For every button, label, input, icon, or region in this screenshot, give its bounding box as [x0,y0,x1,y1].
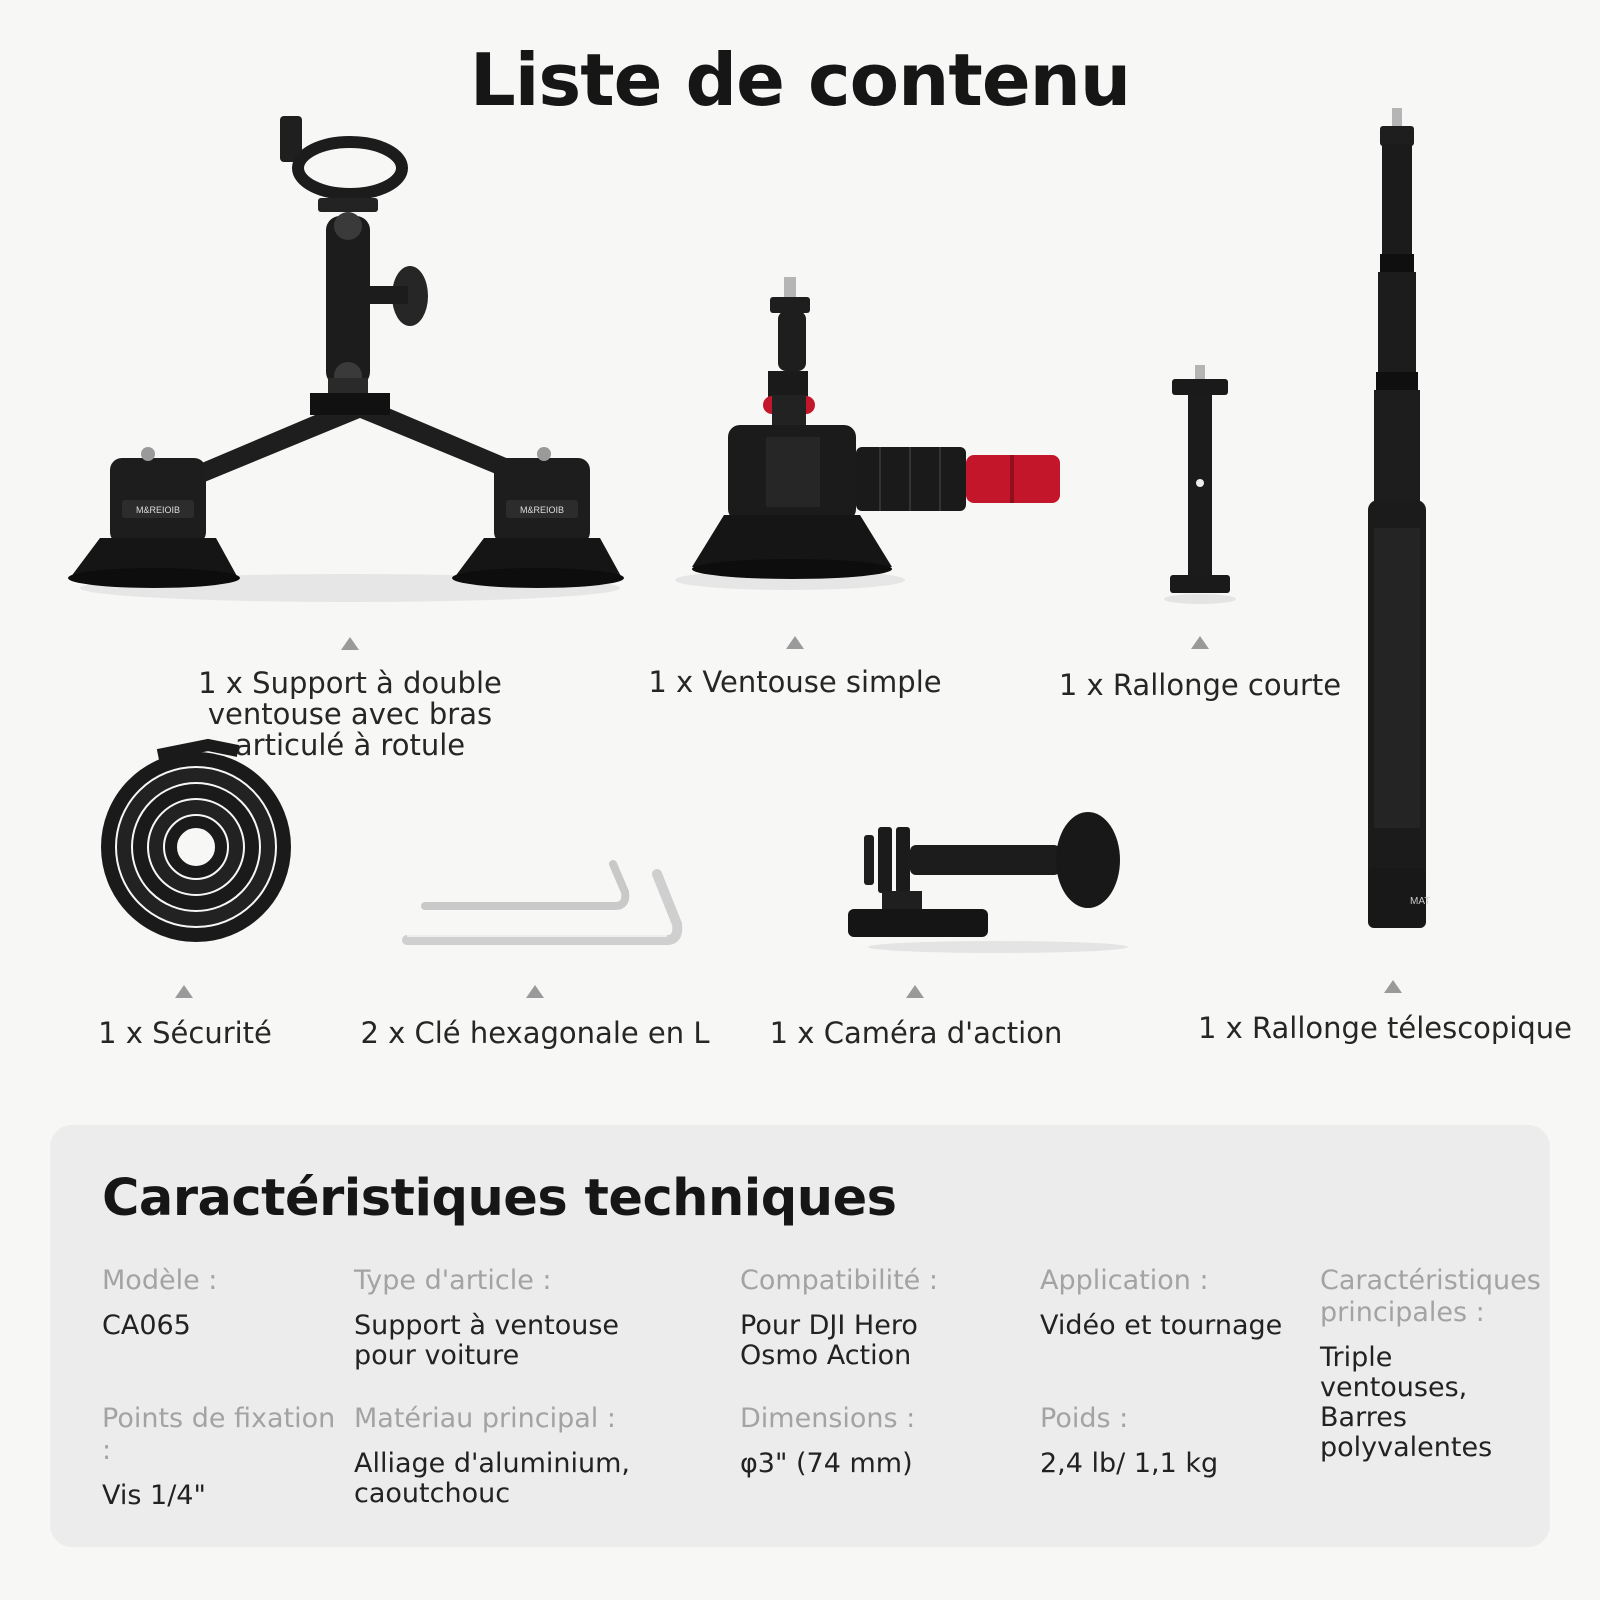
spec-value: Pour DJI Hero Osmo Action [740,1310,918,1371]
spec-label: Modèle : [102,1265,218,1296]
spec-value: Alliage d'aluminium, caoutchouc [354,1448,630,1509]
spec-label: Matériau principal : [354,1403,616,1434]
svg-text:M&REIOIB: M&REIOIB [519,505,565,515]
spec-label: Application : [1040,1265,1209,1296]
specifications-title: Caractéristiques techniques [102,1169,897,1228]
item-caption-double-mount: 1 x Support à double ventouse avec bras articulé à rotule [198,666,502,762]
spec-dimensions [740,1403,1030,1479]
caret-up-icon [341,637,359,650]
spec-item-type [354,1265,724,1371]
spec-value: Triple ventouses, Barres polyvalentes [1320,1342,1493,1463]
caret-up-icon [906,985,924,998]
caret-up-icon [1384,980,1402,993]
spec-label: Caractéristiques principales : [1320,1265,1541,1328]
spec-main-features [1320,1265,1545,1463]
spec-value: Vis 1/4" [102,1480,206,1511]
caret-up-icon [786,636,804,649]
spec-value: Support à ventouse pour voiture [354,1310,620,1371]
item-caption-hex-keys: 2 x Clé hexagonale en L [360,1016,710,1050]
item-caption-short-extension: 1 x Rallonge courte [1058,668,1342,702]
caret-up-icon [175,985,193,998]
spec-label: Type d'article : [354,1265,552,1296]
item-caption-safety: 1 x Sécurité [98,1016,272,1050]
caret-up-icon [526,985,544,998]
safety-tether-image [98,743,296,941]
spec-value: CA065 [102,1310,191,1341]
svg-text:MAT: MAT [1410,896,1431,907]
spec-model [102,1265,342,1341]
double-suction-mount-image [60,108,640,618]
spec-compatibility [740,1265,1030,1371]
spec-label: Compatibilité : [740,1265,938,1296]
short-extension-image [1160,365,1240,605]
specifications-card [50,1125,1550,1547]
item-caption-telescopic: 1 x Rallonge télescopique [1197,1011,1573,1045]
spec-weight [1040,1403,1310,1479]
spec-value: Vidéo et tournage [1040,1310,1283,1341]
spec-label: Poids : [1040,1403,1129,1434]
spec-label: Points de fixation : [102,1403,336,1466]
spec-mounting-points [102,1403,352,1511]
spec-application [1040,1265,1310,1341]
telescopic-extension-image [1350,108,1450,958]
single-suction-cup-image [680,275,1080,595]
spec-main-material [354,1403,724,1509]
spec-label: Dimensions : [740,1403,916,1434]
action-camera-adapter-image [848,805,1148,955]
caret-up-icon [1191,636,1209,649]
item-caption-single-suction: 1 x Ventouse simple [648,665,942,699]
item-caption-action-camera: 1 x Caméra d'action [769,1016,1063,1050]
spec-value: φ3" (74 mm) [740,1448,913,1479]
hex-keys-image [405,860,685,960]
spec-value: 2,4 lb/ 1,1 kg [1040,1448,1219,1479]
page-title: Liste de contenu [469,38,1131,122]
svg-text:M&REIOIB: M&REIOIB [135,505,181,515]
